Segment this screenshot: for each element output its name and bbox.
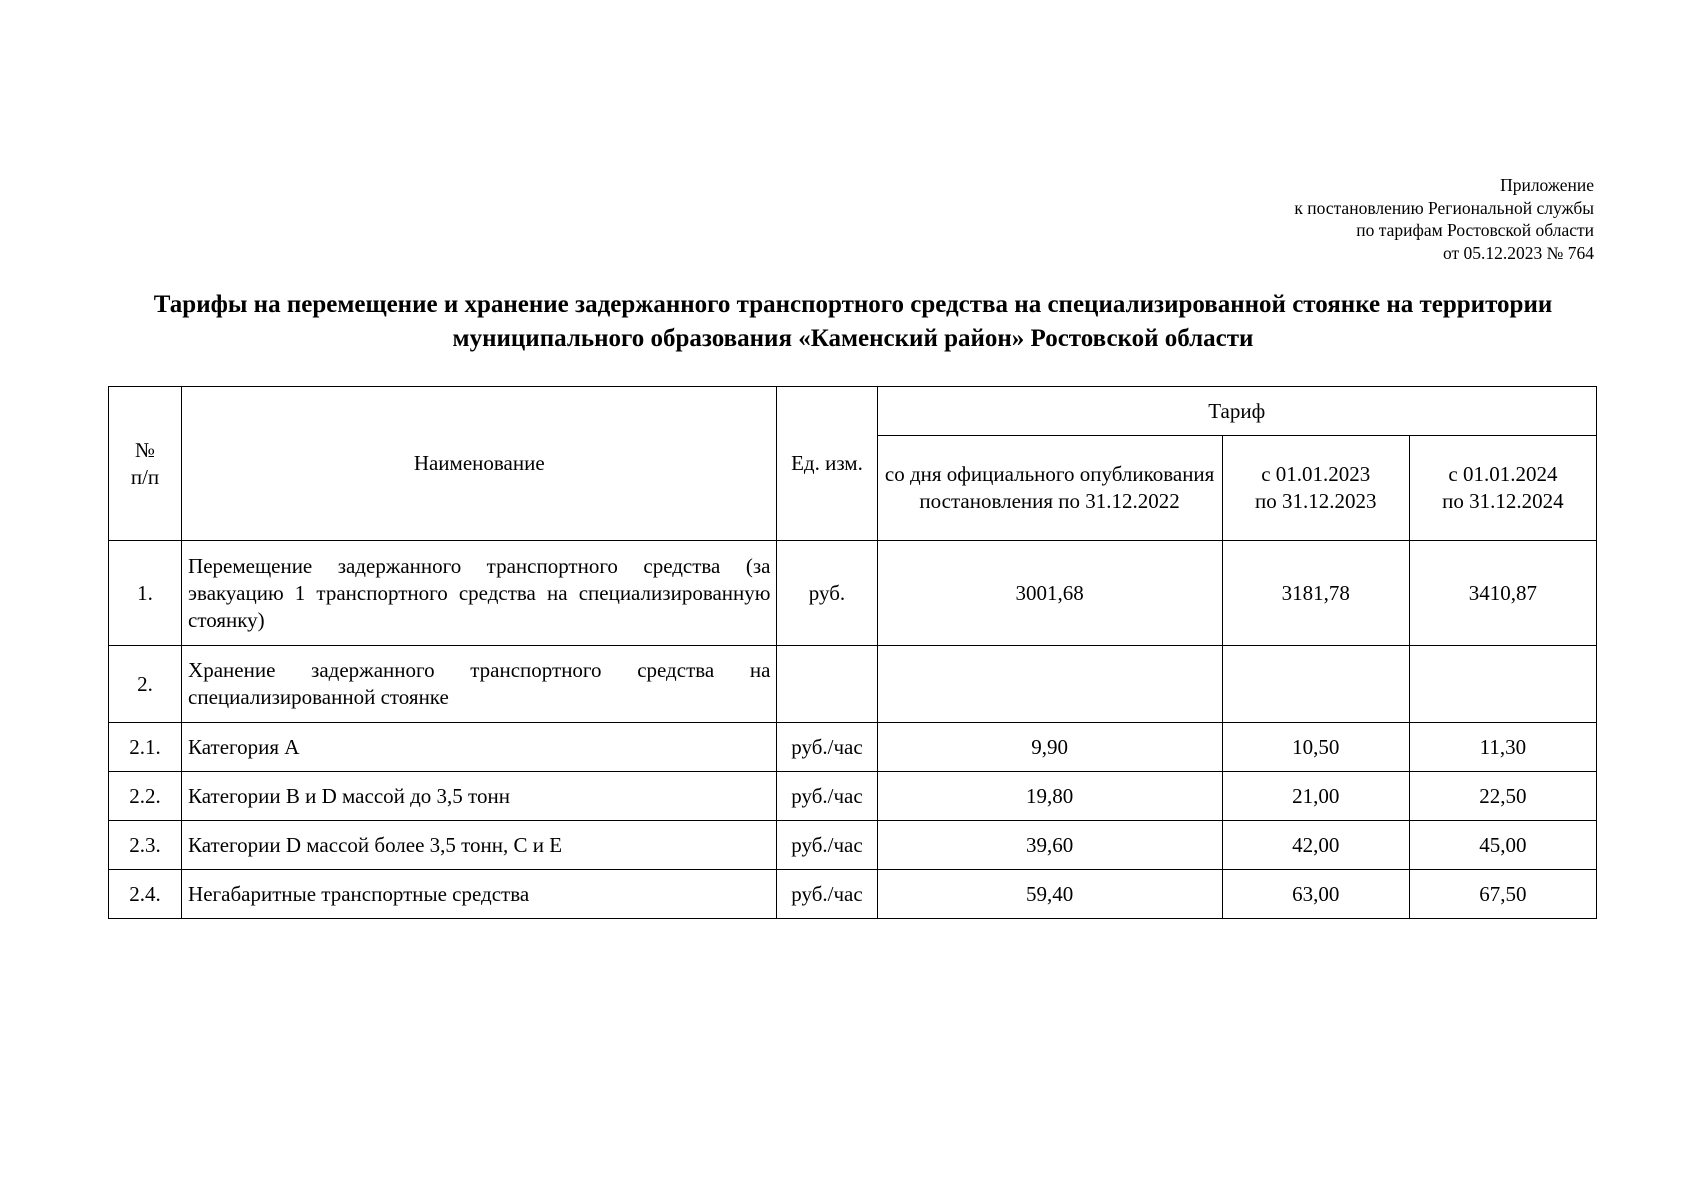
header-period-line: с 01.01.2023 [1261,462,1371,486]
row-value: 45,00 [1409,821,1596,870]
table-header-row [109,387,1597,436]
row-value: 22,50 [1409,772,1596,821]
row-value: 3181,78 [1222,541,1409,646]
row-num: 2. [109,646,182,723]
appendix-line: от 05.12.2023 № 764 [1443,242,1594,263]
row-name: Категория А [182,723,777,772]
header-tariff: Тариф [877,387,1597,436]
header-period-line: по 31.12.2023 [1255,489,1377,513]
row-num: 1. [109,541,182,646]
row-value: 39,60 [877,821,1222,870]
appendix-line: к постановлению Региональной службы [1294,197,1594,218]
header-period-3 [1409,436,1596,541]
row-name: Перемещение задержанного транспортного средства (за эвакуацию 1 транспортного средства на специализированную стоянку) [182,541,777,646]
row-unit [777,646,877,723]
header-num-line: п/п [130,464,160,489]
row-value: 19,80 [877,772,1222,821]
row-value: 9,90 [877,723,1222,772]
table-row [109,821,1597,870]
row-unit: руб./час [777,870,877,919]
row-value: 42,00 [1222,821,1409,870]
row-value: 11,30 [1409,723,1596,772]
appendix-line: Приложение [1500,175,1594,195]
row-unit: руб. [777,541,877,646]
row-value [1409,646,1596,723]
row-num: 2.2. [109,772,182,821]
row-value: 21,00 [1222,772,1409,821]
header-period-1: со дня официального опубликования постановления по 31.12.2022 [877,436,1222,541]
row-unit: руб./час [777,772,877,821]
row-value: 3001,68 [877,541,1222,646]
row-value: 10,50 [1222,723,1409,772]
table-row [109,723,1597,772]
table-row [109,646,1597,723]
appendix-line: по тарифам Ростовской области [1356,220,1594,240]
header-unit: Ед. изм. [777,387,877,541]
row-value: 63,00 [1222,870,1409,919]
tariff-table [108,386,1597,919]
row-value [1222,646,1409,723]
row-name: Категории D массой более 3,5 тонн, C и E [182,821,777,870]
document-title: Тарифы на перемещение и хранение задержанного транспортного средства на специализированной стоянке на территории муниципального образования «Каменский район» Ростовской области [153,291,1553,352]
row-num: 2.3. [109,821,182,870]
row-name: Категории B и D массой до 3,5 тонн [182,772,777,821]
row-value: 3410,87 [1409,541,1596,646]
table-row [109,772,1597,821]
row-value: 67,50 [1409,870,1596,919]
header-period-2 [1222,436,1409,541]
row-num: 2.1. [109,723,182,772]
row-unit: руб./час [777,821,877,870]
header-period-line: с 01.01.2024 [1448,462,1558,486]
row-value [877,646,1222,723]
table-row [109,870,1597,919]
row-name: Хранение задержанного транспортного средства на специализированной стоянке [182,646,777,723]
header-period-line: по 31.12.2024 [1442,489,1564,513]
row-unit: руб./час [777,723,877,772]
row-value: 59,40 [877,870,1222,919]
row-name: Негабаритные транспортные средства [182,870,777,919]
header-name: Наименование [182,387,777,541]
appendix-block [1294,174,1594,264]
header-num-line: № [135,437,156,462]
row-num: 2.4. [109,870,182,919]
header-num [109,387,182,541]
table-row [109,541,1597,646]
